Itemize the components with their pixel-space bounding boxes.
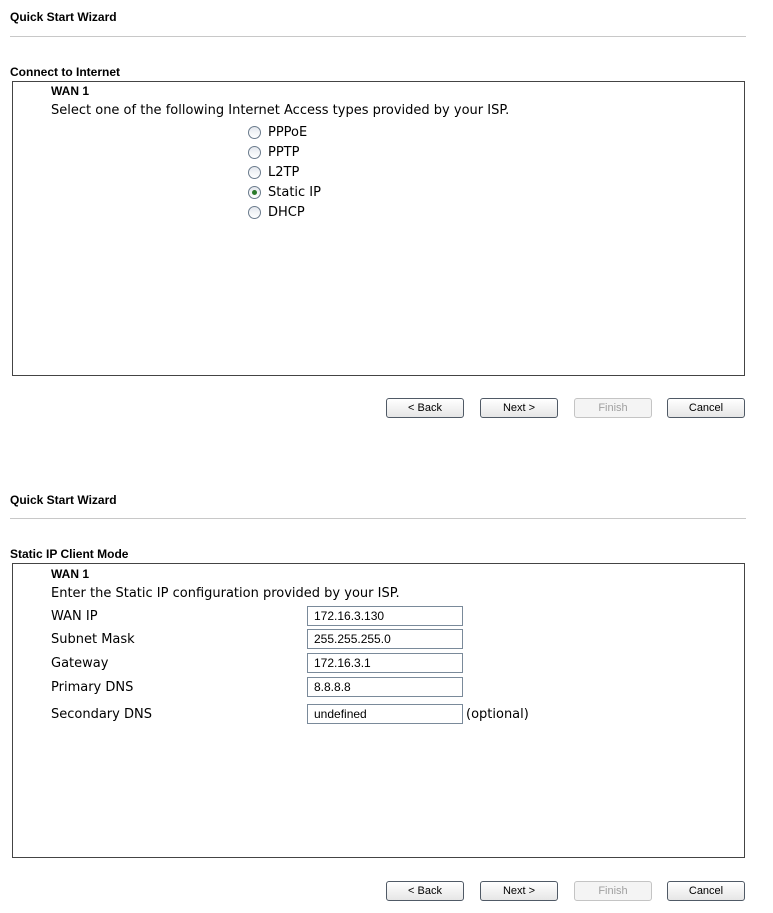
section-title: Static IP Client Mode xyxy=(10,547,129,561)
primary-dns-label: Primary DNS xyxy=(51,680,134,695)
radio-button[interactable] xyxy=(248,166,261,179)
wan-ip-label: WAN IP xyxy=(51,609,98,624)
cancel-button[interactable]: Cancel xyxy=(667,398,745,418)
radio-label: PPPoE xyxy=(268,124,308,140)
title-divider xyxy=(10,518,746,519)
wan-label: WAN 1 xyxy=(51,567,90,581)
connect-panel xyxy=(12,81,745,376)
instruction-text: Enter the Static IP configuration provided by your ISP. xyxy=(51,586,400,601)
next-button[interactable]: Next > xyxy=(480,398,558,418)
radio-button[interactable] xyxy=(248,126,261,139)
finish-button[interactable]: Finish xyxy=(574,881,652,901)
radio-button[interactable] xyxy=(248,146,261,159)
back-button[interactable]: < Back xyxy=(386,881,464,901)
finish-button[interactable]: Finish xyxy=(574,398,652,418)
radio-option-dhcp[interactable] xyxy=(248,203,305,221)
title-divider xyxy=(10,36,746,37)
subnet-mask-input[interactable] xyxy=(307,629,463,649)
radio-label: PPTP xyxy=(268,144,300,160)
radio-option-l2tp[interactable] xyxy=(248,163,299,181)
wan-label: WAN 1 xyxy=(51,84,90,98)
instruction-text: Select one of the following Internet Access types provided by your ISP. xyxy=(51,103,510,118)
radio-label: Static IP xyxy=(268,184,321,200)
gateway-label: Gateway xyxy=(51,656,109,671)
wan-ip-input[interactable] xyxy=(307,606,463,626)
radio-option-pptp[interactable] xyxy=(248,143,299,161)
next-button[interactable]: Next > xyxy=(480,881,558,901)
subnet-mask-label: Subnet Mask xyxy=(51,632,135,647)
radio-option-pppoe[interactable] xyxy=(248,123,307,141)
primary-dns-input[interactable] xyxy=(307,677,463,697)
radio-label: L2TP xyxy=(268,164,300,180)
radio-label: DHCP xyxy=(268,204,305,220)
back-button[interactable]: < Back xyxy=(386,398,464,418)
cancel-button[interactable]: Cancel xyxy=(667,881,745,901)
wizard-title: Quick Start Wizard xyxy=(10,10,117,24)
gateway-input[interactable] xyxy=(307,653,463,673)
secondary-dns-label: Secondary DNS xyxy=(51,707,152,722)
section-title: Connect to Internet xyxy=(10,65,120,79)
secondary-dns-input[interactable] xyxy=(307,704,463,724)
radio-button[interactable] xyxy=(248,206,261,219)
optional-hint: (optional) xyxy=(466,707,529,722)
wizard-title: Quick Start Wizard xyxy=(10,493,117,507)
radio-option-static-ip[interactable] xyxy=(248,183,321,201)
radio-button[interactable] xyxy=(248,186,261,199)
